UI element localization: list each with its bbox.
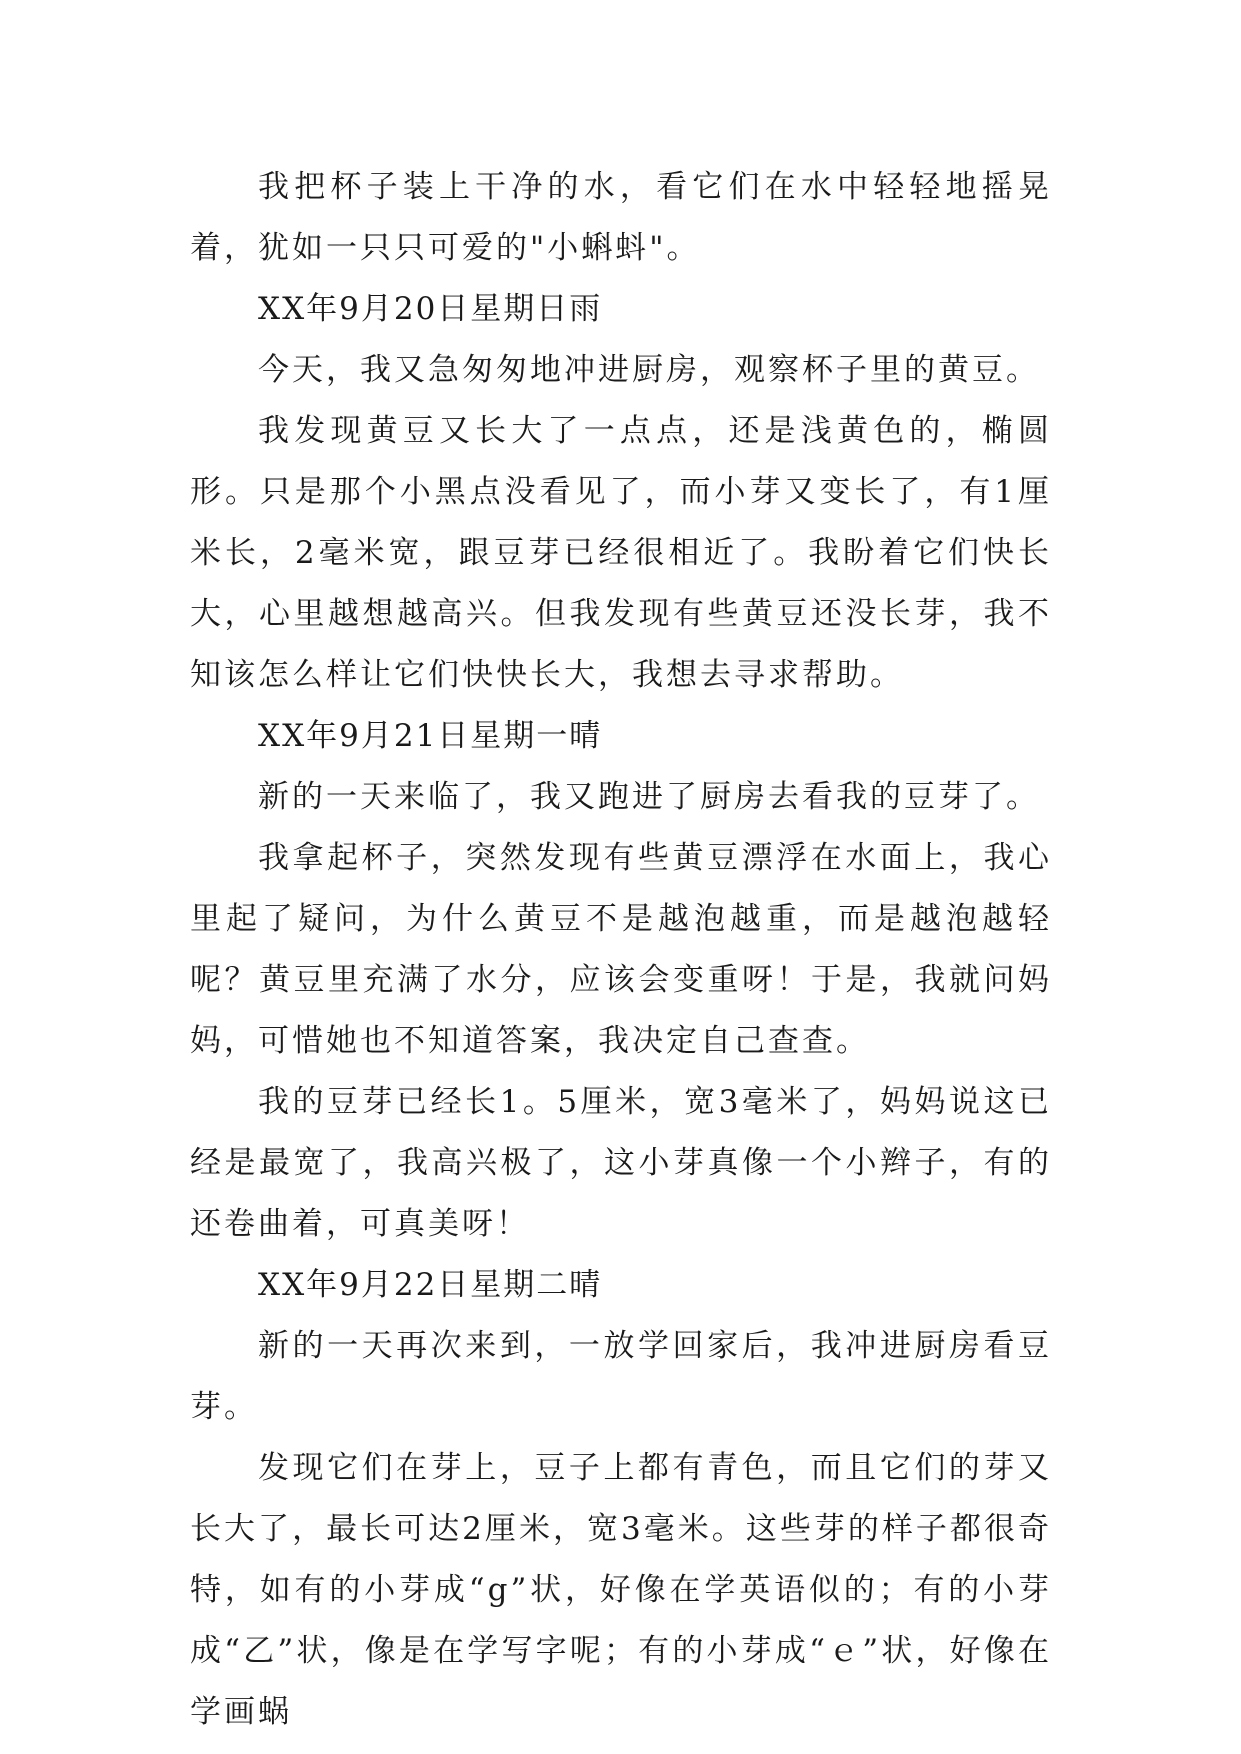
diary-text-body — [190, 157, 1052, 1743]
paragraph-after-school: 新的一天再次来到，一放学回家后，我冲进厨房看豆芽。 — [190, 1328, 1052, 1425]
paragraph-sprout-growth: 我发现黄豆又长大了一点点，还是浅黄色的，椭圆形。只是那个小黑点没看见了，而小芽又变长了，有1厘米长，2毫米宽，跟豆芽已经很相近了。我盼着它们快长大，心里越想越高兴。但我发现有些黄豆还没长芽，我不知该怎么样让它们快快长大，我想去寻求帮助。 — [190, 413, 1052, 693]
date-heading-sep-20: XX年9月20日星期日雨 — [258, 291, 603, 327]
date-heading-sep-22: XX年9月22日星期二晴 — [258, 1267, 603, 1303]
paragraph-observe-beans: 今天，我又急匆匆地冲进厨房，观察杯子里的黄豆。 — [258, 352, 1040, 388]
paragraph-floating-beans: 我拿起杯子，突然发现有些黄豆漂浮在水面上，我心里起了疑问，为什么黄豆不是越泡越重，而是越泡越轻呢？黄豆里充满了水分，应该会变重呀！于是，我就问妈妈，可惜她也不知道答案，我决定自己查查。 — [190, 840, 1052, 1059]
paragraph-new-day: 新的一天来临了，我又跑进了厨房去看我的豆芽了。 — [258, 779, 1040, 815]
paragraph-sprout-shapes: 发现它们在芽上，豆子上都有青色，而且它们的芽又长大了，最长可达2厘米，宽3毫米。这些芽的样子都很奇特，如有的小芽成“g”状，好像在学英语似的；有的小芽成“乙”状，像是在学写字呢；有的小芽成“ｅ”状，好像在学画蜗 — [190, 1450, 1052, 1730]
date-heading-sep-21: XX年9月21日星期一晴 — [258, 718, 603, 754]
paragraph-water-cup: 我把杯子装上干净的水，看它们在水中轻轻地摇晃着，犹如一只只可爱的"小蝌蚪"。 — [190, 169, 1052, 266]
paragraph-sprout-length: 我的豆芽已经长1。5厘米，宽3毫米了，妈妈说这已经是最宽了，我高兴极了，这小芽真像一个小辫子，有的还卷曲着，可真美呀！ — [190, 1084, 1052, 1242]
